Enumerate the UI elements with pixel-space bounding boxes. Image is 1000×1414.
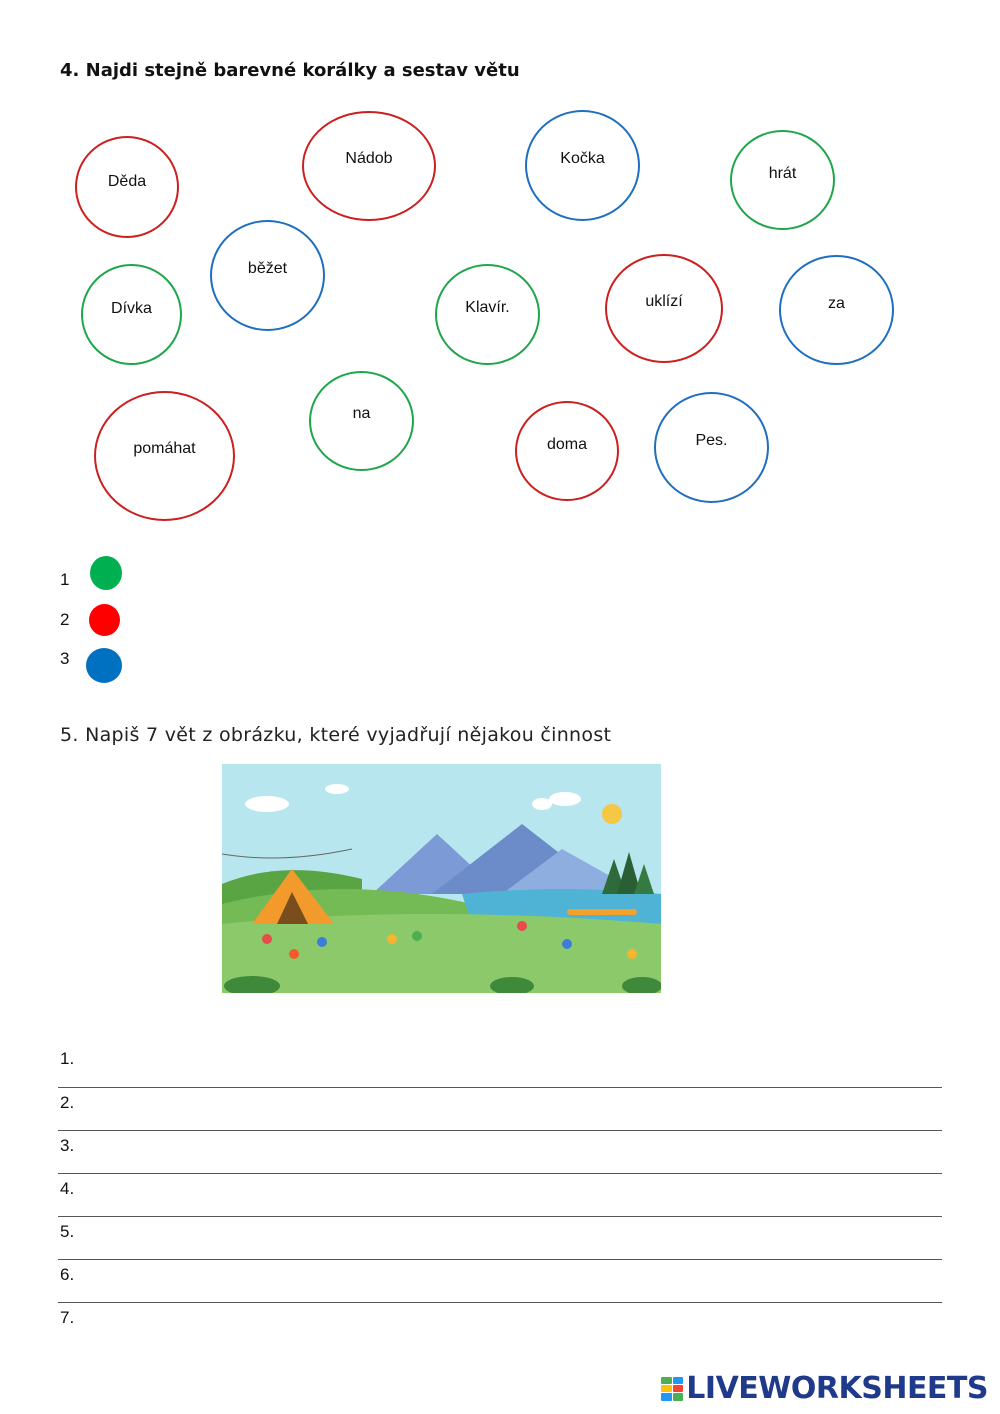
camp-scene-illustration [222, 764, 661, 993]
legend-number-3: 3 [60, 649, 70, 668]
exercise-5-title: 5. Napiš 7 vět z obrázku, které vyjadřují nějakou činnost [60, 724, 612, 746]
bead-word: Klavír. [465, 298, 510, 316]
bead-10[interactable] [309, 371, 414, 471]
bead-word: doma [546, 436, 588, 453]
liveworksheets-logo [661, 1371, 988, 1406]
bead-word: uklízí [645, 292, 683, 310]
bead-4[interactable] [730, 130, 835, 230]
writing-line-4[interactable] [58, 1216, 942, 1217]
bead-word: Nádob [345, 150, 393, 167]
bead-6[interactable] [81, 264, 182, 365]
line-number-3: 3. [60, 1136, 75, 1155]
bead-word: Kočka [560, 149, 605, 167]
bead-word: za [828, 295, 845, 312]
line-number-4: 4. [60, 1179, 75, 1198]
line-number-7: 7. [60, 1308, 75, 1327]
legend-number-2: 2 [60, 610, 70, 629]
bead-word: Pes. [695, 431, 728, 449]
legend-number-1: 1 [60, 570, 70, 589]
green-dot [90, 556, 122, 590]
writing-line-6[interactable] [58, 1302, 942, 1303]
bead-word: hrát [768, 165, 797, 182]
bead-word: Děda [107, 173, 147, 190]
line-number-2: 2. [60, 1093, 75, 1112]
red-dot [89, 604, 120, 636]
line-number-6: 6. [60, 1265, 75, 1284]
bead-9[interactable] [779, 255, 894, 365]
bead-3[interactable] [525, 110, 640, 221]
writing-line-5[interactable] [58, 1259, 942, 1260]
writing-line-3[interactable] [58, 1173, 942, 1174]
bead-12[interactable] [515, 401, 619, 501]
line-number-1: 1. [60, 1049, 75, 1068]
bead-8[interactable] [605, 254, 723, 363]
exercise-4-title: 4. Najdi stejně barevné korálky a sestav větu [60, 60, 520, 81]
bead-word: na [352, 405, 371, 422]
line-number-5: 5. [60, 1222, 75, 1241]
bead-7[interactable] [435, 264, 540, 365]
bead-5[interactable] [210, 220, 325, 331]
bead-11[interactable] [94, 391, 235, 521]
blue-dot [86, 648, 122, 683]
writing-line-2[interactable] [58, 1130, 942, 1131]
bead-word: běžet [247, 259, 288, 277]
liveworksheets-logo-icon [661, 1377, 683, 1401]
bead-word: pomáhat [133, 440, 196, 457]
bead-word: Dívka [111, 299, 152, 317]
bead-2[interactable] [302, 111, 436, 221]
logo-text: LIVEWORKSHEETS [686, 1371, 988, 1406]
bead-1[interactable] [75, 136, 179, 238]
bead-13[interactable] [654, 392, 769, 503]
writing-line-1[interactable] [58, 1087, 942, 1088]
